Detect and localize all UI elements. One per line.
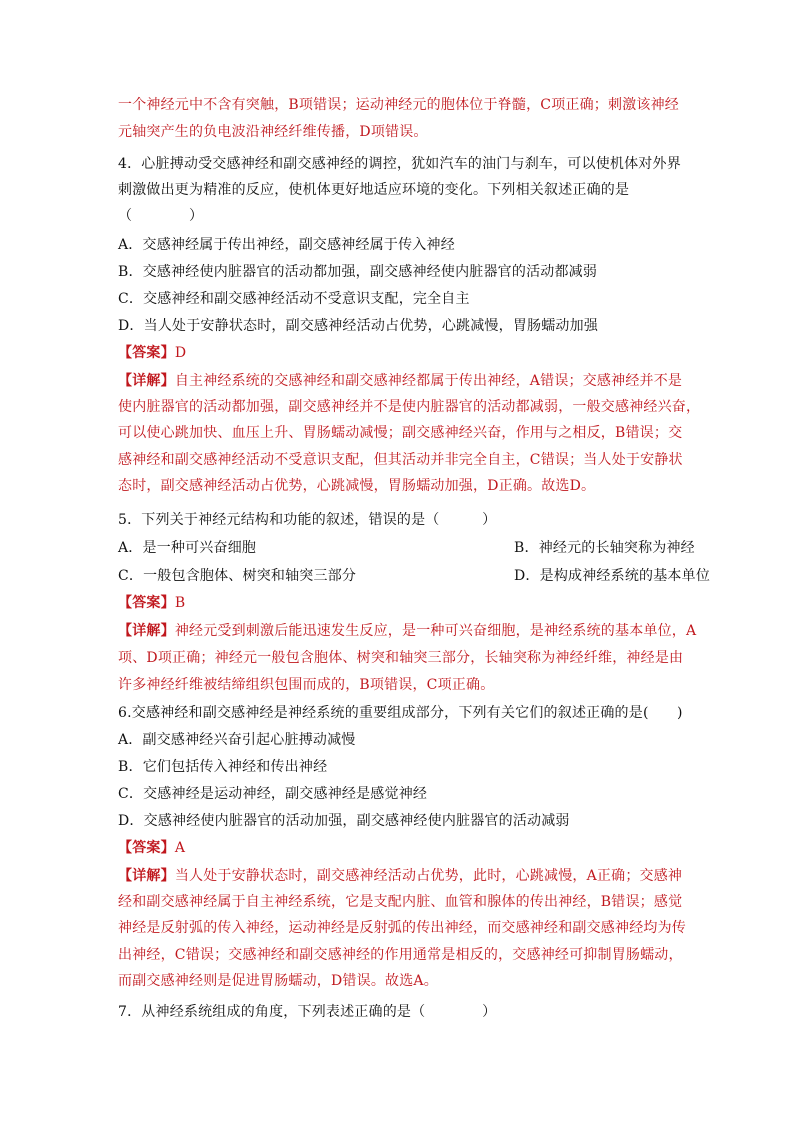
detail-label: 【详解】 xyxy=(118,868,175,884)
detail-text: 当人处于安静状态时，副交感神经活动占优势，此时，心跳减慢，A正确；交感神 xyxy=(174,868,683,884)
answer-label: 【答案】 xyxy=(118,840,175,856)
question-4-detail-line: 使内脏器官的活动都加强，副交感神经并不是使内脏器官的活动都减弱，一般交感神经兴奋， xyxy=(118,399,701,415)
question-6-detail-line: 而副交感神经则是促进胃肠蠕动，D错误。故选A。 xyxy=(118,973,438,989)
question-5-option-row-1 xyxy=(118,539,695,557)
explanation-line: 元轴突产生的负电波沿神经纤维传播，D项错误。 xyxy=(118,124,428,140)
question-5-detail-line: 项、D项正确；神经元一般包含胞体、树突和轴突三部分，长轴突称为神经纤维，神经是由 xyxy=(118,650,684,666)
question-5-option-b: B．神经元的长轴突称为神经 xyxy=(514,540,695,556)
question-7-stem: 7．从神经系统组成的角度，下列表述正确的是（ ） xyxy=(118,1004,497,1020)
detail-label: 【详解】 xyxy=(118,623,175,639)
answer-value: A xyxy=(174,840,186,856)
question-4-detail-line: 态时，副交感神经活动占优势，心跳减慢，胃肠蠕动加强，D正确。故选D。 xyxy=(118,478,596,494)
question-4-option-c: C．交感神经和副交感神经活动不受意识支配，完全自主 xyxy=(118,291,470,307)
question-5-option-row-2 xyxy=(118,567,711,585)
answer-value: D xyxy=(174,345,187,361)
question-6-detail-line: 出神经，C错误；交感神经和副交感神经的作用通常是相反的，交感神经可抑制胃肠蠕动， xyxy=(118,947,683,963)
answer-value: B xyxy=(174,595,186,611)
question-6-detail-line: 神经是反射弧的传入神经，运动神经是反射弧的传出神经，而交感神经和副交感神经均为传 xyxy=(118,920,686,936)
question-5-stem: 5．下列关于神经元结构和功能的叙述，错误的是（ ） xyxy=(118,512,497,528)
question-4-blank: （ ） xyxy=(118,208,204,224)
question-4-detail-line: 可以使心跳加快、血压上升、胃肠蠕动减慢；副交感神经兴奋，作用与之相反，B错误；交 xyxy=(118,425,683,441)
question-6-detail-line: 经和副交感神经属于自主神经系统，它是支配内脏、血管和腺体的传出神经，B错误；感觉 xyxy=(118,894,683,910)
detail-label: 【详解】 xyxy=(118,373,175,389)
answer-label: 【答案】 xyxy=(118,595,175,611)
question-5-detail xyxy=(118,622,696,640)
explanation-line: 一个神经元中不含有突触，B项错误；运动神经元的胞体位于脊髓，C项正确；刺激该神经 xyxy=(118,97,679,113)
question-6-option-b: B．它们包括传入神经和传出神经 xyxy=(118,759,328,775)
question-6-option-d: D．交感神经使内脏器官的活动加强，副交感神经使内脏器官的活动减弱 xyxy=(118,813,570,829)
question-6-answer xyxy=(118,839,185,857)
question-4-option-d: D．当人处于安静状态时，副交感神经活动占优势，心跳减慢，胃肠蠕动加强 xyxy=(118,318,599,334)
question-6-option-a: A．副交感神经兴奋引起心脏搏动减慢 xyxy=(118,732,356,748)
question-5-option-d: D．是构成神经系统的基本单位 xyxy=(514,568,711,584)
question-5-answer xyxy=(118,594,185,612)
question-5-option-c: C．一般包含胞体、树突和轴突三部分 xyxy=(118,568,357,584)
answer-label: 【答案】 xyxy=(118,345,175,361)
question-4-option-b: B．交感神经使内脏器官的活动都加强，副交感神经使内脏器官的活动都减弱 xyxy=(118,264,598,280)
question-4-stem: 4．心脏搏动受交感神经和副交感神经的调控，犹如汽车的油门与刹车，可以使机体对外界 xyxy=(118,156,681,172)
question-4-stem: 刺激做出更为精准的反应，使机体更好地适应环境的变化。下列相关叙述正确的是 xyxy=(118,182,630,198)
question-6-option-c: C．交感神经是运动神经，副交感神经是感觉神经 xyxy=(118,786,428,802)
question-4-answer xyxy=(118,344,186,362)
question-4-option-a: A．交感神经属于传出神经，副交感神经属于传入神经 xyxy=(118,237,455,253)
question-6-detail xyxy=(118,867,682,885)
question-5-detail-line: 许多神经纤维被结缔组织包围而成的，B项错误，C项正确。 xyxy=(118,677,495,693)
detail-text: 神经元受到刺激后能迅速发生反应，是一种可兴奋细胞，是神经系统的基本单位，A xyxy=(174,623,697,639)
question-4-detail xyxy=(118,372,682,390)
detail-text: 自主神经系统的交感神经和副交感神经都属于传出神经，A错误；交感神经并不是 xyxy=(174,373,683,389)
question-5-option-a: A．是一种可兴奋细胞 xyxy=(118,540,257,556)
question-4-detail-line: 感神经和副交感神经活动不受意识支配，但其活动并非完全自主，C错误；当人处于安静状 xyxy=(118,452,683,468)
question-6-stem: 6.交感神经和副交感神经是神经系统的重要组成部分，下列有关它们的叙述正确的是( ) xyxy=(118,705,683,721)
